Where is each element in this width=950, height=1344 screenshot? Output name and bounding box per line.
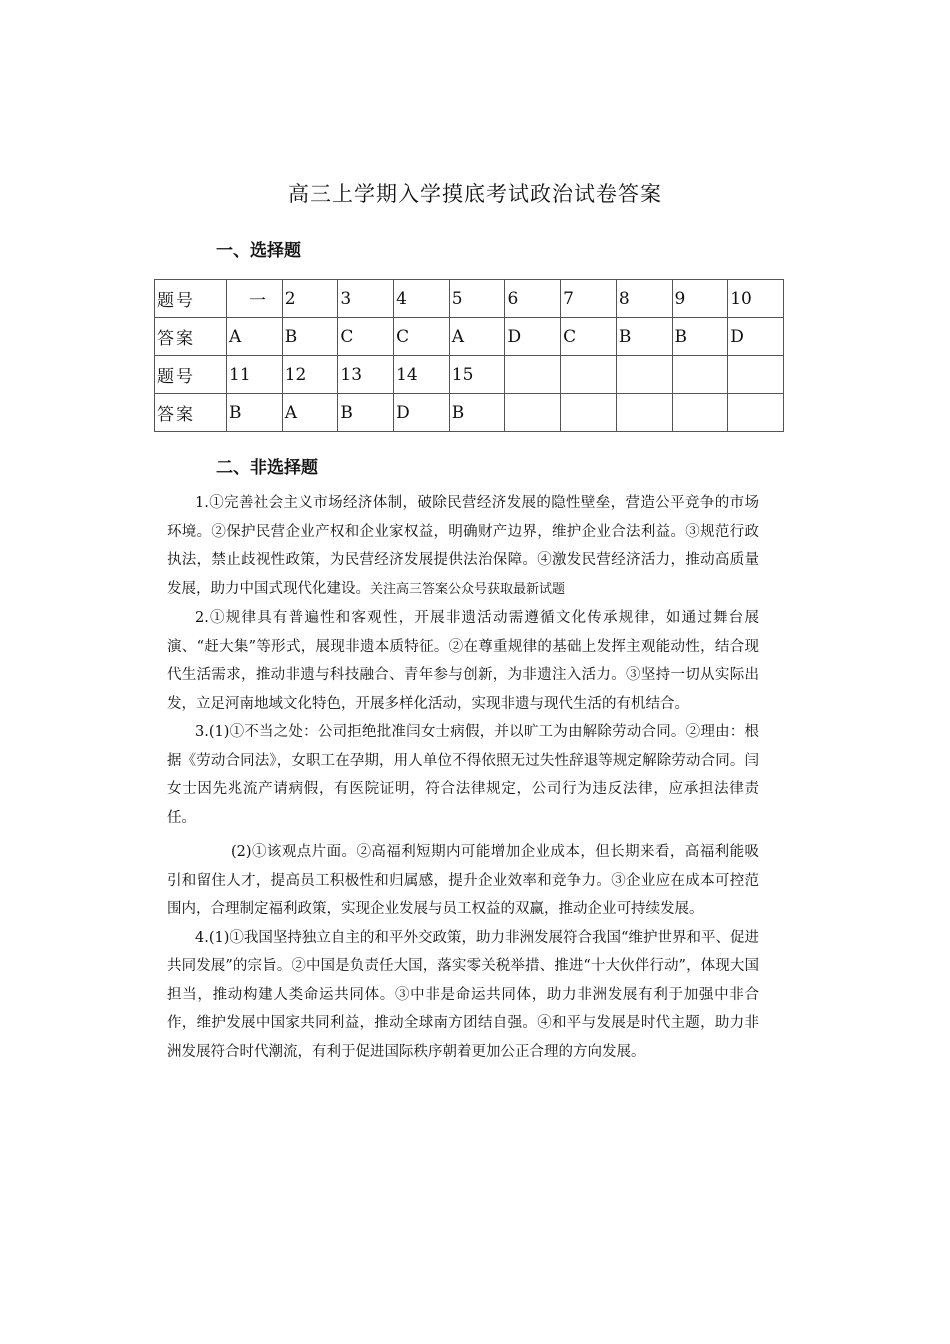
table-cell: B (616, 318, 672, 356)
table-cell: A (449, 318, 505, 356)
answer-q3-2: (2)①该观点片面。②高福利短期内可能增加企业成本，但长期来看，高福利能吸引和留住人才，提高员工积极性和归属感，提升企业效率和竞争力。③企业应在成本可控范围内，合理制定福利政策，实现企业发展与员工权益的双赢，推动企业可持续发展。 (167, 844, 759, 917)
table-cell (561, 356, 617, 394)
table-cell: B (672, 318, 728, 356)
table-row (155, 280, 784, 318)
table-cell: B (449, 394, 505, 432)
table-cell (616, 394, 672, 432)
table-cell: B (338, 394, 394, 432)
table-cell (728, 356, 784, 394)
table-cell (672, 356, 728, 394)
table-cell: 6 (505, 280, 561, 318)
table-cell: D (394, 394, 450, 432)
section-heading-nonchoice: 二、非选择题 (216, 458, 318, 478)
table-cell (616, 356, 672, 394)
table-cell: 3 (338, 280, 394, 318)
table-cell: C (561, 318, 617, 356)
table-cell: 4 (394, 280, 450, 318)
table-cell: 11 (227, 356, 283, 394)
table-cell: D (728, 318, 784, 356)
table-cell: D (505, 318, 561, 356)
table-cell (505, 394, 561, 432)
notice-text: 关注高三答案公众号获取最新试题 (370, 581, 566, 597)
table-cell: 15 (449, 356, 505, 394)
table-cell: A (282, 394, 338, 432)
answer-q3-1: 3.(1)①不当之处：公司拒绝批准闫女士病假，并以旷工为由解除劳动合同。②理由：根据《劳动合同法》，女职工在孕期，用人单位不得依照无过失性辞退等规定解除劳动合同。闫女士因先兆流产请病假，有医院证明，符合法律规定，公司行为违反法律，应承担法律责任。 (167, 724, 759, 826)
table-cell: 8 (616, 280, 672, 318)
table-cell: 5 (449, 280, 505, 318)
table-cell: C (338, 318, 394, 356)
table-cell (561, 394, 617, 432)
table-row (155, 318, 784, 356)
table-cell: 14 (394, 356, 450, 394)
table-cell: 一 (227, 280, 283, 318)
table-cell (672, 394, 728, 432)
table-row (155, 356, 784, 394)
answer-q1-text: 1.①完善社会主义市场经济体制，破除民营经济发展的隐性壁垒，营造公平竞争的市场环境。②保护民营企业产权和企业家权益，明确财产边界，维护企业合法利益。③规范行政执法，禁止歧视性政策，为民营经济发展提供法治保障。④激发民营经济活力，推动高质量发展，助力中国式现代化建设。 (167, 495, 759, 597)
section-heading-choice: 一、选择题 (216, 241, 301, 261)
table-cell: B (282, 318, 338, 356)
table-cell: C (394, 318, 450, 356)
answer-q1 (167, 489, 759, 604)
row-label: 题号 (155, 356, 227, 394)
table-cell (505, 356, 561, 394)
table-cell (728, 394, 784, 432)
table-cell: 9 (672, 280, 728, 318)
answer-table (154, 279, 784, 432)
table-cell: 7 (561, 280, 617, 318)
table-cell: B (227, 394, 283, 432)
table-cell: 13 (338, 356, 394, 394)
row-label: 题号 (155, 280, 227, 318)
answer-block (167, 489, 759, 1066)
answer-q2: 2.①规律具有普遍性和客观性，开展非遗活动需遵循文化传承规律，如通过舞台展演、“赶大集”等形式，展现非遗本质特征。②在尊重规律的基础上发挥主观能动性，结合现代生活需求，推动非遗与科技融合、青年参与创新，为非遗注入活力。③坚持一切从实际出发，立足河南地域文化特色，开展多样化活动，实现非遗与现代生活的有机结合。 (167, 610, 759, 712)
table-cell: 10 (728, 280, 784, 318)
table-row (155, 394, 784, 432)
table-cell: 2 (282, 280, 338, 318)
answer-q4-1: 4.(1)①我国坚持独立自主的和平外交政策，助力非洲发展符合我国“维护世界和平、促进共同发展”的宗旨。②中国是负责任大国，落实零关税举措、推进“十大伙伴行动”，体现大国担当，推动构建人类命运共同体。③中非是命运共同体，助力非洲发展有利于加强中非合作，维护发展中国家共同利益，推动全球南方团结自强。④和平与发展是时代主题，助力非洲发展符合时代潮流，有利于促进国际秩序朝着更加公正合理的方向发展。 (167, 929, 759, 1060)
page-title: 高三上学期入学摸底考试政治试卷答案 (288, 182, 662, 206)
table-cell: A (227, 318, 283, 356)
table-cell: 12 (282, 356, 338, 394)
row-label: 答案 (155, 318, 227, 356)
row-label: 答案 (155, 394, 227, 432)
